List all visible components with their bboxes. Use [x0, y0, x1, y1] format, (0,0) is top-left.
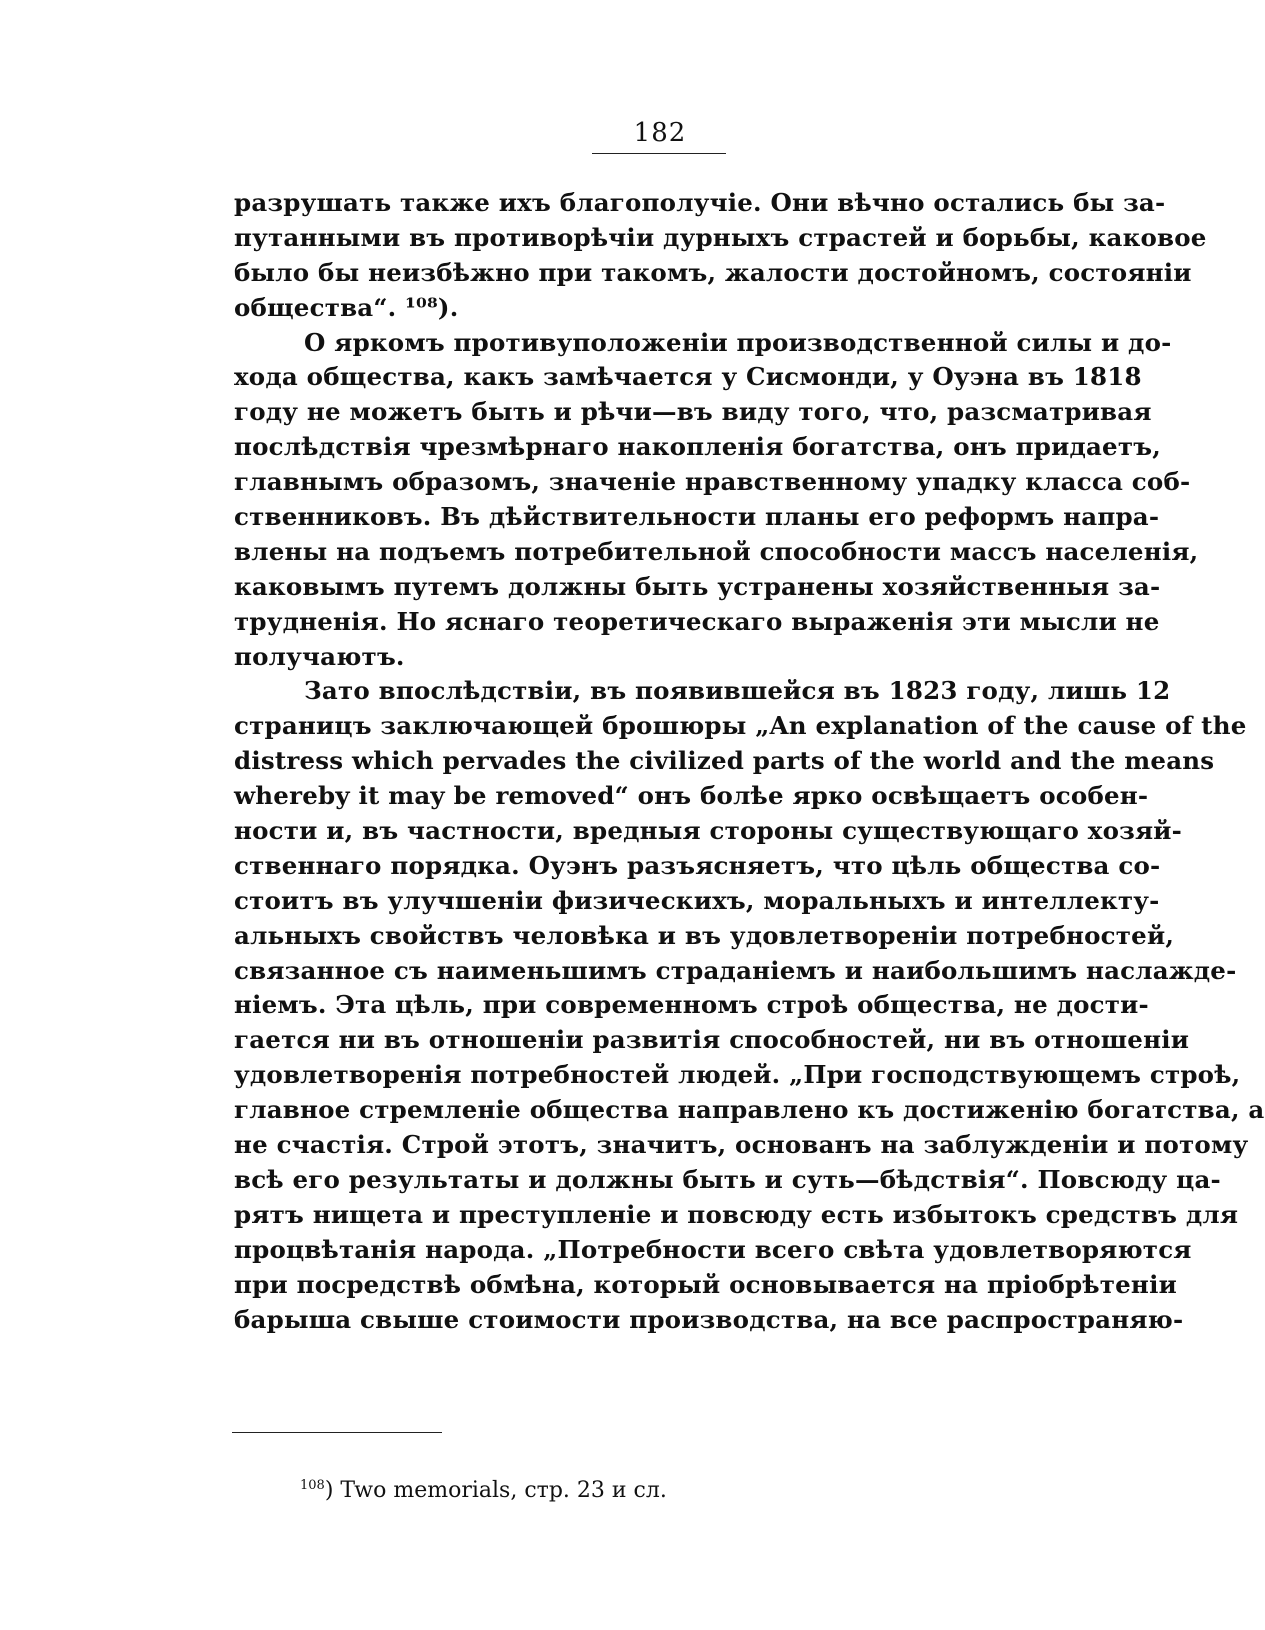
text-line: whereby it may be removed“ онъ болѣе ярко освѣщаетъ особен-	[234, 781, 1149, 811]
text-line: связанное съ наименьшимъ страданіемъ и наибольшимъ наслажде-	[234, 955, 1237, 985]
text-line: не счастія. Строй этотъ, значитъ, основанъ на заблужденіи и потому	[234, 1130, 1249, 1160]
text-line: О яркомъ противуположеніи производственной силы и до-	[304, 327, 1172, 357]
text-line: всѣ его результаты и должны быть и суть—бѣдствія“. Повсюду ца-	[234, 1164, 1221, 1194]
text-line: каковымъ путемъ должны быть устранены хозяйственныя за-	[234, 571, 1161, 601]
body-text	[234, 186, 1265, 1337]
footnote-rule	[232, 1432, 442, 1433]
text-line: рятъ нищета и преступленіе и повсюду есть избытокъ средствъ для	[234, 1199, 1239, 1229]
text-line: Зато впослѣдствіи, въ появившейся въ 1823 году, лишь 12	[304, 676, 1171, 706]
footnote-text: ) Two memorials, стр. 23 и сл.	[324, 1478, 667, 1503]
page-number-rule	[592, 153, 726, 154]
text-line: влены на подъемъ потребительной способности массъ населенія,	[234, 536, 1199, 566]
text-line: distress which pervades the civilized parts of the world and the means	[234, 746, 1215, 776]
text-line: гается ни въ отношеніи развитія способностей, ни въ отношеніи	[234, 1025, 1190, 1055]
text-line: общества“. ¹⁰⁸).	[234, 292, 459, 322]
text-line: получаютъ.	[234, 641, 405, 671]
text-line: году не можетъ быть и рѣчи—въ виду того, что, разсматривая	[234, 397, 1152, 427]
text-line: ности и, въ частности, вредныя стороны существующаго хозяй-	[234, 816, 1183, 846]
text-line: было бы неизбѣжно при такомъ, жалости достойномъ, состояніи	[234, 257, 1192, 287]
text-line: разрушать также ихъ благополучіе. Они вѣчно остались бы за-	[234, 188, 1166, 217]
text-line: главнымъ образомъ, значеніе нравственному упадку класса соб-	[234, 467, 1191, 497]
text-line: удовлетворенія потребностей людей. „При господствующемъ строѣ,	[234, 1060, 1241, 1090]
text-line: альныхъ свойствъ человѣка и въ удовлетвореніи потребностей,	[234, 920, 1175, 950]
text-line: ственнаго порядка. Оуэнъ разъясняетъ, что цѣль общества со-	[234, 850, 1161, 880]
text-line: трудненія. Но яснаго теоретическаго выраженія эти мысли не	[234, 606, 1160, 636]
text-line: при посредствѣ обмѣна, который основывается на пріобрѣтеніи	[234, 1269, 1177, 1299]
text-line: главное стремленіе общества направлено къ достиженію богатства, а	[234, 1095, 1265, 1125]
text-line: послѣдствія чрезмѣрнаго накопленія богатства, онъ придаетъ,	[234, 432, 1161, 462]
text-line: хода общества, какъ замѣчается у Сисмонди, у Оуэна въ 1818	[234, 362, 1142, 392]
text-line: барыша свыше стоимости производства, на все распространяю-	[234, 1304, 1184, 1334]
text-line: процвѣтанія народа. „Потребности всего свѣта удовлетворяются	[234, 1234, 1192, 1264]
footnote	[300, 1478, 667, 1503]
text-line: стоитъ въ улучшеніи физическихъ, моральныхъ и интеллекту-	[234, 885, 1160, 915]
text-line: страницъ заключающей брошюры „An explanation of the cause of the	[234, 711, 1247, 741]
footnote-marker: 108	[300, 1478, 325, 1493]
text-line: ніемъ. Эта цѣль, при современномъ строѣ общества, не дости-	[234, 990, 1149, 1020]
text-line: путанными въ противорѣчіи дурныхъ страстей и борьбы, каковое	[234, 222, 1207, 252]
text-line: ственниковъ. Въ дѣйствительности планы его реформъ напра-	[234, 502, 1160, 532]
page-number: 182	[633, 118, 687, 148]
